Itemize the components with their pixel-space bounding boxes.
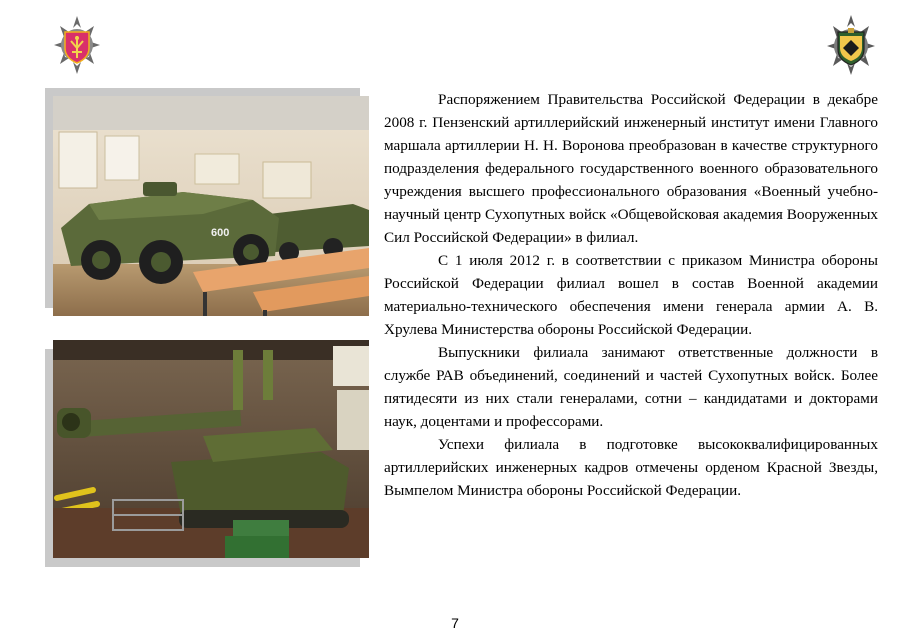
page-number: 7 [451, 615, 459, 631]
armored-vehicle-photo [53, 96, 369, 316]
paragraph: Выпускники филиала занимают ответственные должности в службе РАВ объединений, соединений и частей Сухопутных войск. Более пятидесяти из них стали генералами, сотни – кандидатами и докторами наук, доцентами и профессорами. [384, 344, 878, 430]
paragraph: Успехи филиала в подготовке высококвалифицированных артиллерийских инженерных кадров отмечены орденом Красной Звезды, Вымпелом Министра обороны Российской Федерации. [384, 436, 878, 499]
svg-text:600: 600 [211, 227, 230, 239]
paragraph: С 1 июля 2012 г. в соответствии с приказом Министра обороны Российской Федерации филиал вошел в состав Военной академии материально-технического обеспечения имени генерала армии А. В. Хрулева Министерства обороны Российской Федерации. [384, 252, 878, 338]
academy-crest-icon [826, 14, 876, 76]
paragraph: Распоряжением Правительства Российской Федерации в декабре 2008 г. Пензенский артиллерийский инженерный институт имени Главного маршала артиллерии Н. Н. Воронова преобразован в качестве структурного подразделения федерального государственного военного образовательного учреждения высшего профессионального образования «Военный учебно-научный центр Сухопутных войск «Общевойсковая академия Вооруженных Сил Российской Федерации» в филиал. [384, 91, 878, 246]
body-text [384, 88, 878, 502]
self-propelled-howitzer-photo [53, 340, 369, 558]
military-crest-icon [52, 14, 102, 76]
